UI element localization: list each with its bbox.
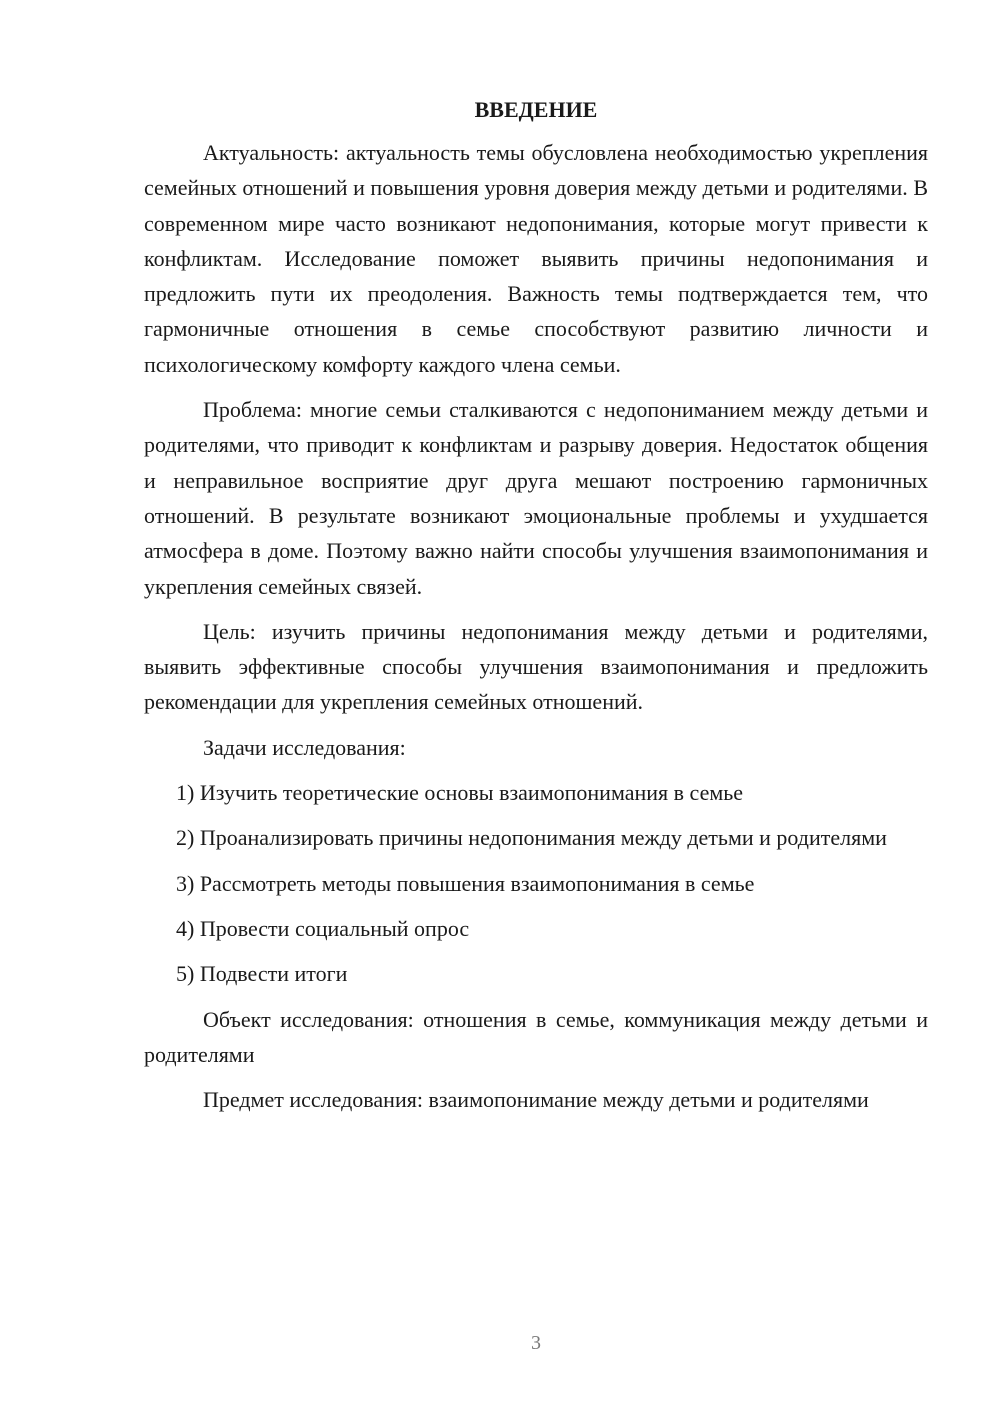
task-item-4: 4) Провести социальный опрос: [176, 915, 470, 941]
relevance-paragraph: Актуальность: актуальность темы обусловлена необходимостью укрепления семейных отношений и повышения уровня доверия между детьми и родителями. В современном мире часто возникают недопонимания, которые могут привести к конфликтам. Исследование поможет выявить причины недопонимания и предложить пути их преодоления. Важность темы подтверждается тем, что гармоничные отношения в семье способствуют развитию личности и психологическому комфорту каждого члена семьи.: [144, 140, 928, 377]
tasks-heading: Задачи исследования:: [203, 734, 406, 760]
page-title: ВВЕДЕНИЕ: [474, 97, 598, 122]
problem-paragraph: Проблема: многие семьи сталкиваются с недопониманием между детьми и родителями, что приводит к конфликтам и разрыву доверия. Недостаток общения и неправильное восприятие друг друга мешают построению гармоничных отношений. В результате возникают эмоциональные проблемы и ухудшается атмосфера в доме. Поэтому важно найти способы улучшения взаимопонимания и укрепления семейных связей.: [144, 397, 928, 599]
task-item-2: 2) Проанализировать причины недопонимания между детьми и родителями: [176, 825, 887, 851]
task-item-1: 1) Изучить теоретические основы взаимопонимания в семье: [176, 780, 744, 806]
goal-paragraph: Цель: изучить причины недопонимания между детьми и родителями, выявить эффективные способы улучшения взаимопонимания и предложить рекомендации для укрепления семейных отношений.: [144, 618, 928, 715]
task-item-5: 5) Подвести итоги: [176, 961, 348, 987]
object-paragraph: Объект исследования: отношения в семье, коммуникация между детьми и родителями: [144, 1006, 928, 1067]
page-number: 3: [531, 1332, 541, 1354]
task-item-3: 3) Рассмотреть методы повышения взаимопонимания в семье: [176, 870, 755, 896]
page-content: [144, 92, 928, 1127]
subject-paragraph: Предмет исследования: взаимопонимание между детьми и родителями: [203, 1087, 869, 1113]
